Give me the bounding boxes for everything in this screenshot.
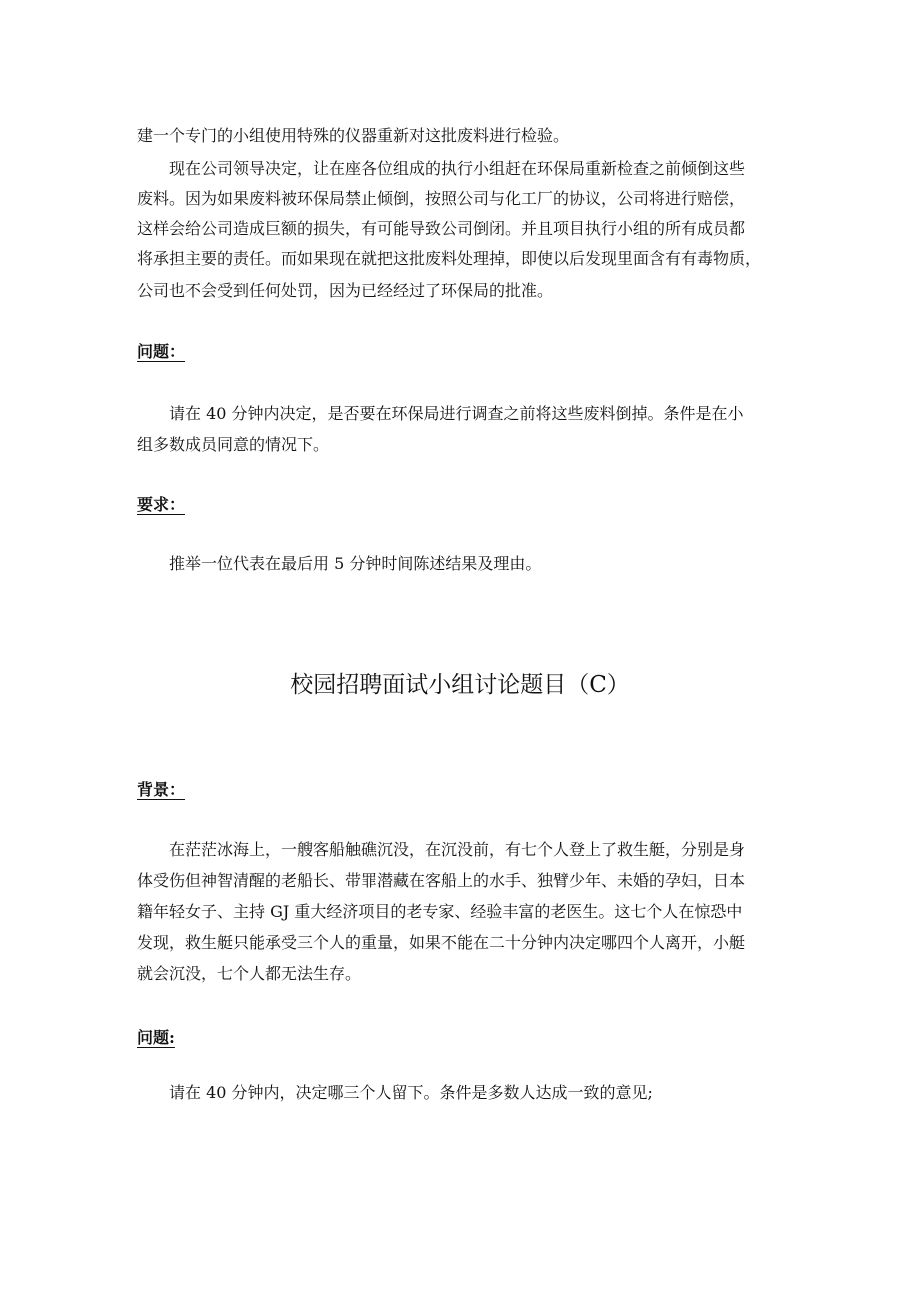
background-line: 就会沉没，七个人都无法生存。	[137, 964, 362, 983]
question-line: 组多数成员同意的情况下。	[137, 435, 330, 454]
paragraph-line: 建一个专门的小组使用特殊的仪器重新对这批废料进行检验。	[137, 126, 570, 145]
question-heading-c-text: 问题:	[137, 1028, 175, 1047]
background-line: 籍年轻女子、主持 GJ 重大经济项目的老专家、经验丰富的老医生。这七个人在惊恐中	[137, 902, 743, 921]
paragraph-line: 这样会给公司造成巨额的损失，有可能导致公司倒闭。并且项目执行小组的所有成员都	[137, 219, 746, 238]
requirement-line: 推举一位代表在最后用 5 分钟时间陈述结果及理由。	[137, 554, 542, 573]
paragraph-line: 将承担主要的责任。而如果现在就把这批废料处理掉，即使以后发现里面含有有毒物质，	[137, 249, 762, 268]
question-heading-text: 问题：	[137, 342, 186, 361]
requirement-heading-text: 要求：	[137, 495, 186, 514]
background-line: 体受伤但神智清醒的老船长、带罪潜藏在客船上的水手、独臂少年、未婚的孕妇，日本	[137, 871, 746, 890]
requirement-heading	[137, 490, 185, 520]
paragraph-line: 公司也不会受到任何处罚，因为已经经过了环保局的批准。	[137, 281, 554, 300]
question-heading-c	[137, 1023, 175, 1053]
section-title: 校园招聘面试小组讨论题目（C）	[290, 672, 630, 698]
question-line-c: 请在 40 分钟内，决定哪三个人留下。条件是多数人达成一致的意见;	[137, 1083, 653, 1102]
background-line: 发现，救生艇只能承受三个人的重量，如果不能在二十分钟内决定哪四个人离开，小艇	[137, 933, 746, 952]
paragraph-line: 现在公司领导决定，让在座各位组成的执行小组赶在环保局重新检查之前倾倒这些	[137, 159, 746, 178]
background-heading-text: 背景：	[137, 780, 186, 799]
paragraph-line: 废料。因为如果废料被环保局禁止倾倒，按照公司与化工厂的协议，公司将进行赔偿，	[137, 189, 746, 208]
background-line: 在茫茫冰海上，一艘客船触礁沉没，在沉没前，有七个人登上了救生艇，分别是身	[137, 840, 746, 859]
question-heading	[137, 337, 185, 367]
question-line: 请在 40 分钟内决定，是否要在环保局进行调查之前将这些废料倒掉。条件是在小	[137, 404, 744, 423]
background-heading	[137, 775, 185, 805]
